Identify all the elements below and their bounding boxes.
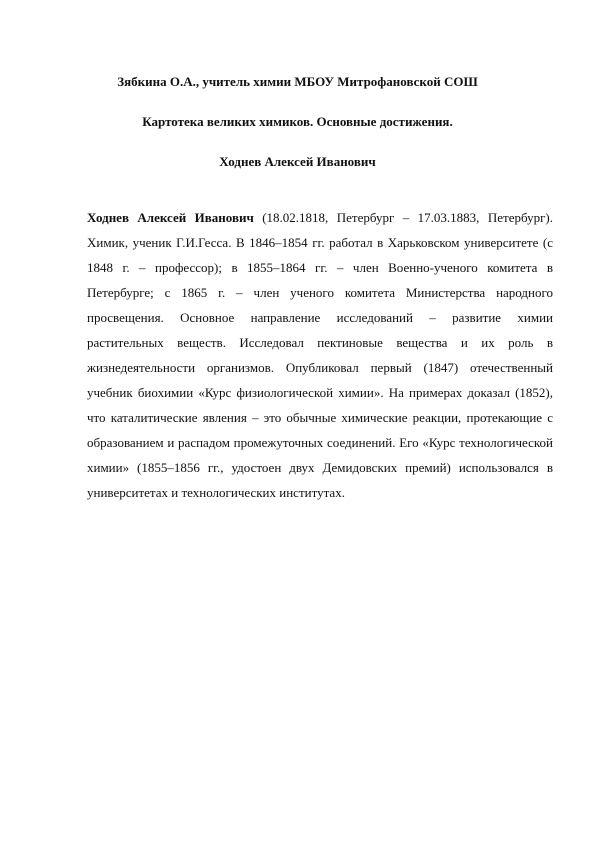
- series-title: Картотека великих химиков. Основные достижения.: [142, 114, 453, 129]
- article-paragraph: [87, 205, 553, 505]
- author-line: Зябкина О.А., учитель химии МБОУ Митрофановской СОШ: [117, 74, 478, 89]
- article-name: Ходнев Алексей Иванович: [87, 210, 254, 225]
- person-heading: Ходнев Алексей Иванович: [219, 154, 376, 169]
- article-text: (18.02.1818, Петербург – 17.03.1883, Петербург). Химик, ученик Г.И.Гесса. В 1846–1854 гг. работал в Харьковском университете (с 1848 г. – профессор); в 1855–1864 гг. – член Военно-ученого комитета в Петербурге; с 1865 г. – член ученого комитета Министерства народного просвещения. Основное направление исследований – развитие химии растительных веществ. Исследовал пектиновые вещества и их роль в жизнедеятельности организмов. Опубликовал первый (1847) отечественный учебник биохимии «Курс физиологической химии». На примерах доказал (1852), что каталитические явления – это обычные химические реакции, протекающие с образованием и распадом промежуточных соединений. Его «Курс технологической химии» (1855–1856 гг., удостоен двух Демидовских премий) использовался в университетах и технологических институтах.: [87, 210, 554, 500]
